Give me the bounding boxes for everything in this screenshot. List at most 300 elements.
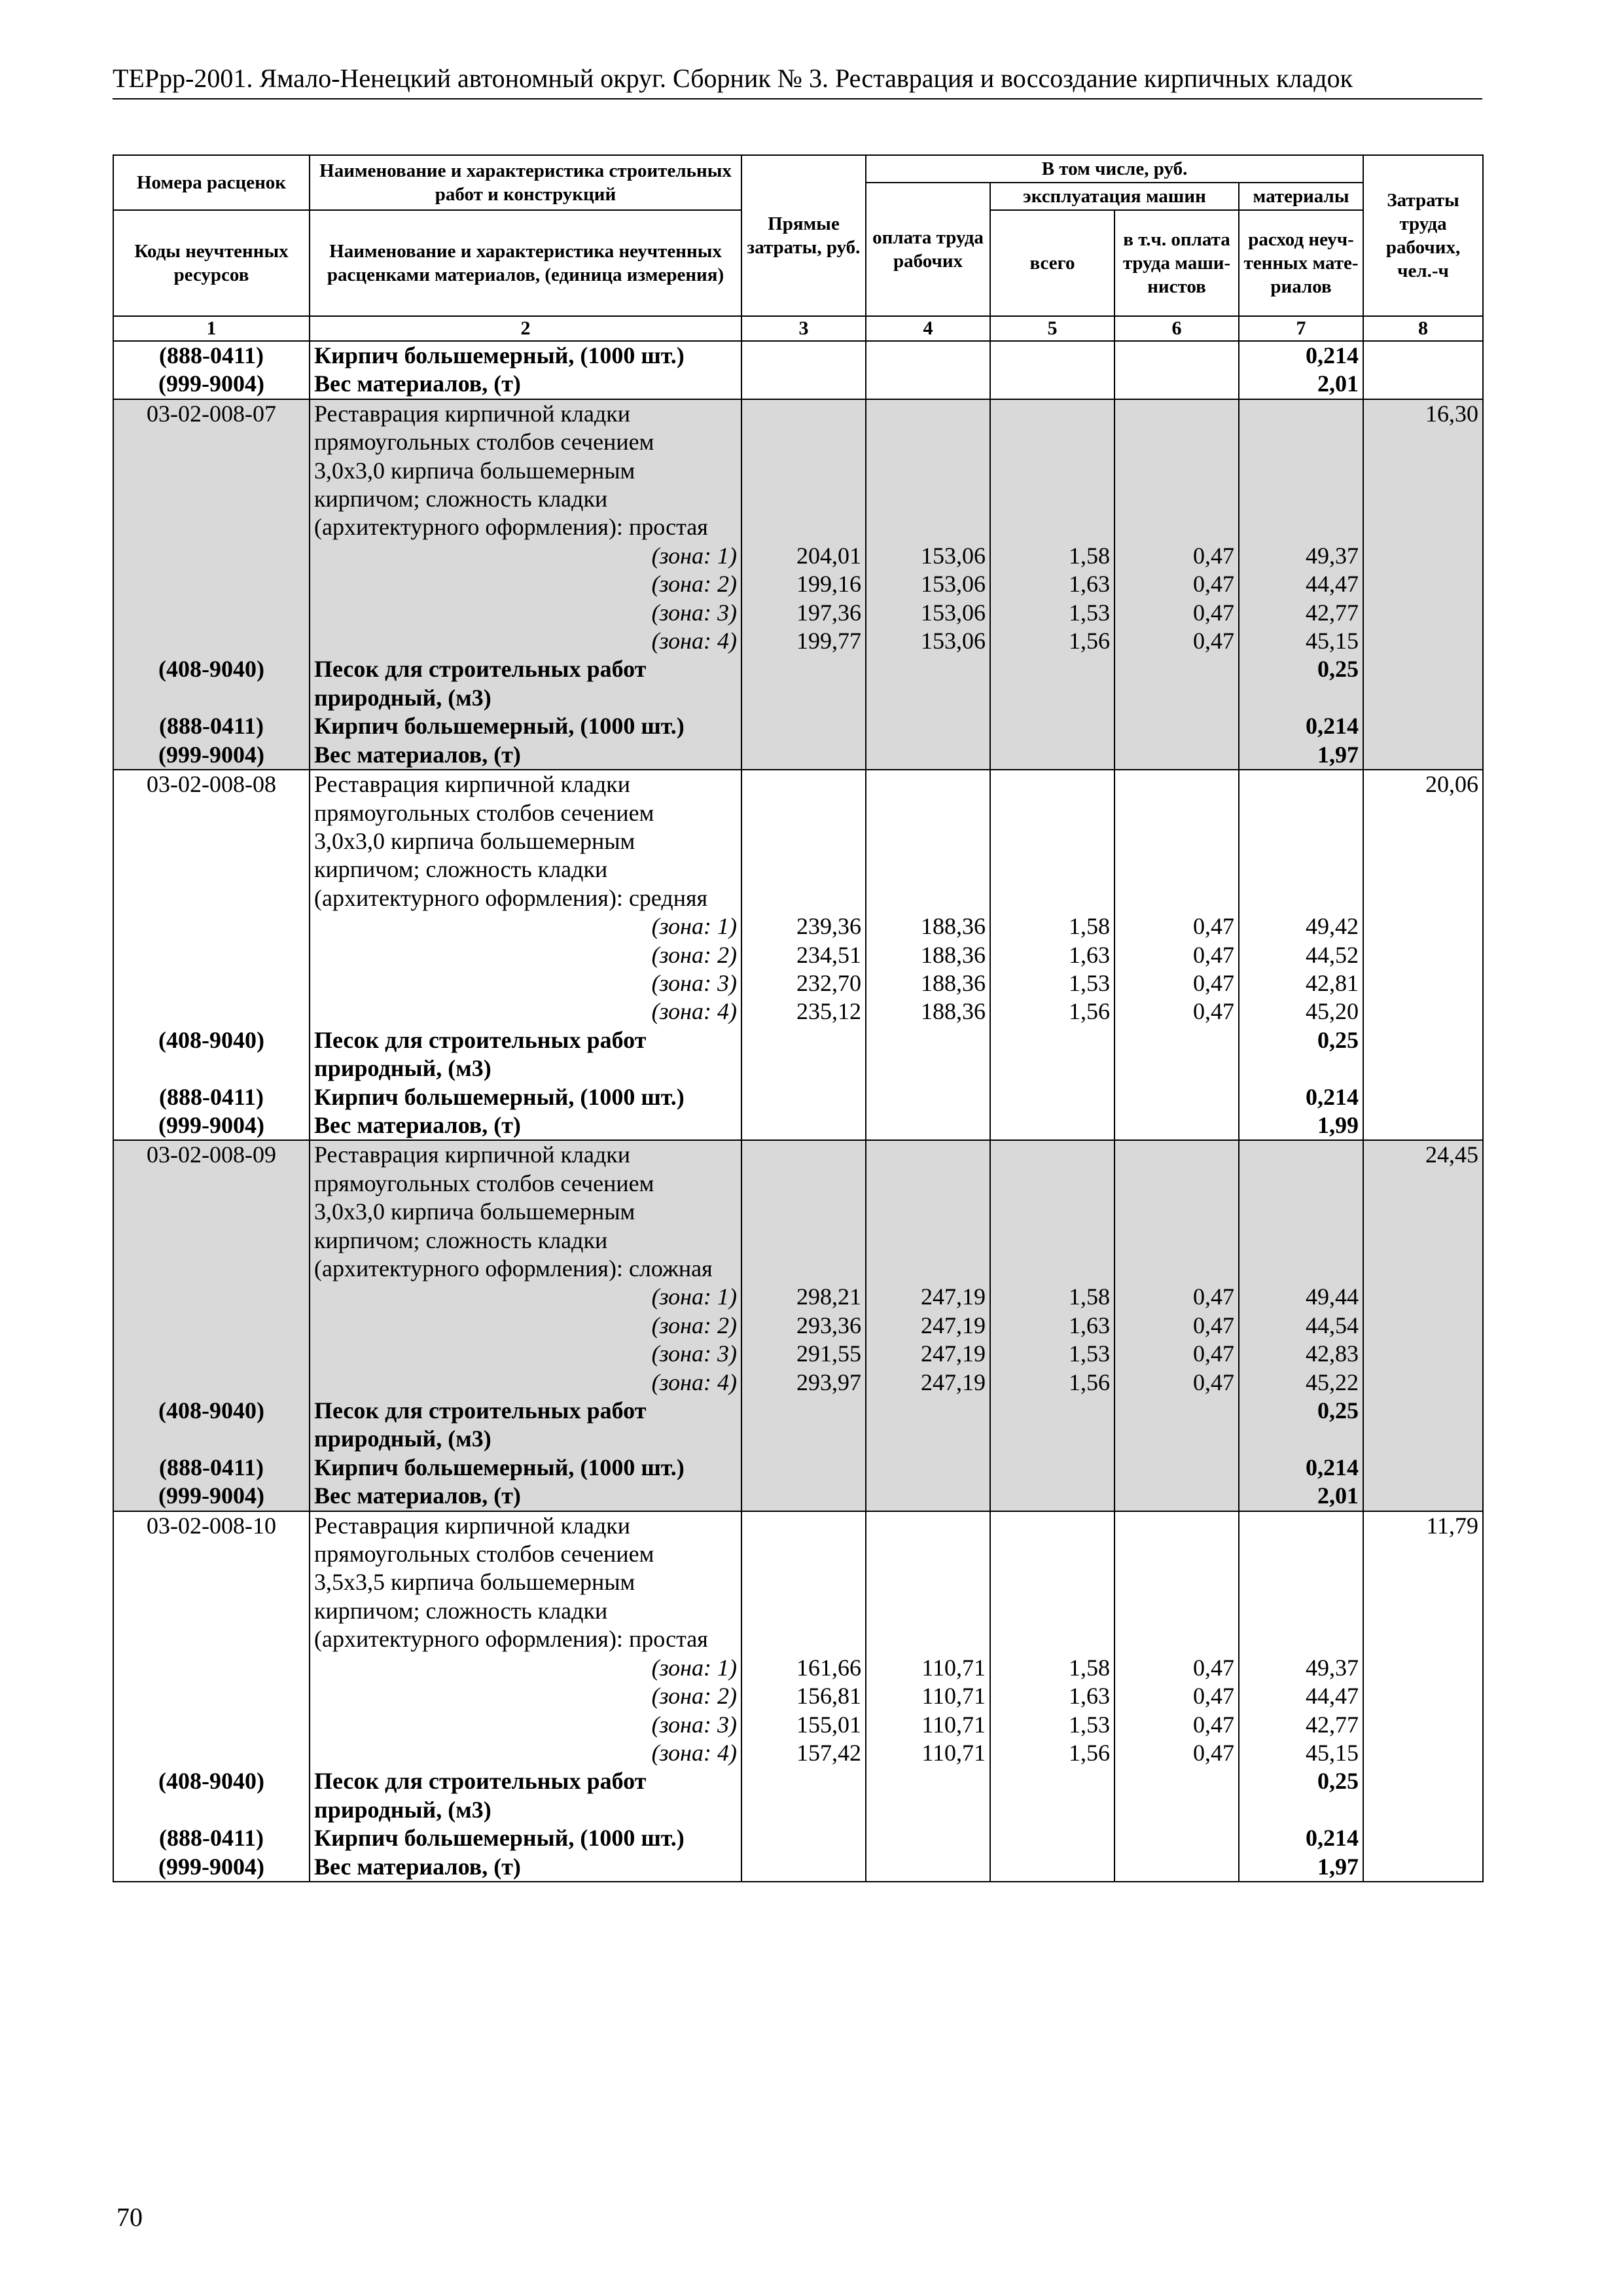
direct-costs-cell (741, 1625, 866, 1653)
direct-costs-cell (741, 1397, 866, 1425)
rate-code-cell: (999-9004) (113, 1482, 310, 1511)
table-row (113, 712, 1483, 740)
labor-cell (1363, 1454, 1483, 1482)
direct-costs-cell (741, 655, 866, 683)
labor-cell (1363, 1654, 1483, 1682)
name-cell: 3,0х3,0 кирпича большемерным (310, 1198, 741, 1226)
table-row (113, 1369, 1483, 1397)
worker-pay-cell: 153,06 (866, 599, 990, 627)
worker-pay-cell (866, 1198, 990, 1226)
name-cell: кирпичом; сложность кладки (310, 485, 741, 513)
table-row (113, 1170, 1483, 1198)
worker-pay-cell (866, 1170, 990, 1198)
labor-cell (1363, 1625, 1483, 1653)
rate-code-cell (113, 884, 310, 912)
materials-cell (1239, 1255, 1363, 1283)
column-number: 3 (741, 316, 866, 341)
rate-code-cell: (408-9040) (113, 655, 310, 683)
rate-code-cell (113, 599, 310, 627)
name-cell: (зона: 2) (310, 1682, 741, 1710)
machinist-pay-cell (1115, 428, 1239, 456)
materials-cell: 44,47 (1239, 1682, 1363, 1710)
rate-code-cell: (999-9004) (113, 1853, 310, 1882)
direct-costs-cell (741, 1198, 866, 1226)
materials-cell: 49,37 (1239, 542, 1363, 570)
table-row (113, 570, 1483, 598)
materials-cell (1239, 884, 1363, 912)
worker-pay-cell (866, 770, 990, 798)
column-number: 2 (310, 316, 741, 341)
name-cell: (архитектурного оформления): простая (310, 513, 741, 541)
machinist-pay-cell: 0,47 (1115, 1682, 1239, 1710)
materials-cell: 0,214 (1239, 341, 1363, 370)
machine-total-cell (990, 1083, 1115, 1111)
machine-total-cell: 1,58 (990, 1283, 1115, 1311)
name-cell: прямоугольных столбов сечением (310, 1540, 741, 1568)
table-row (113, 1739, 1483, 1767)
machinist-pay-cell (1115, 799, 1239, 827)
direct-costs-cell: 291,55 (741, 1340, 866, 1368)
table-row (113, 513, 1483, 541)
machine-total-cell: 1,56 (990, 1369, 1115, 1397)
direct-costs-cell (741, 1454, 866, 1482)
direct-costs-cell (741, 1482, 866, 1511)
machine-total-cell (990, 399, 1115, 428)
materials-cell (1239, 1625, 1363, 1653)
labor-cell (1363, 997, 1483, 1026)
rate-code-cell: 03-02-008-09 (113, 1140, 310, 1169)
rate-code-cell (113, 969, 310, 997)
labor-cell (1363, 1283, 1483, 1311)
column-number: 7 (1239, 316, 1363, 341)
worker-pay-cell: 188,36 (866, 912, 990, 941)
rate-code-cell (113, 799, 310, 827)
column-number: 5 (990, 316, 1115, 341)
rate-code-cell (113, 1312, 310, 1340)
direct-costs-cell: 235,12 (741, 997, 866, 1026)
table-row (113, 1283, 1483, 1311)
machinist-pay-cell (1115, 1255, 1239, 1283)
name-cell: (зона: 2) (310, 570, 741, 598)
name-cell: 3,0х3,0 кирпича большемерным (310, 827, 741, 855)
machine-total-cell: 1,56 (990, 627, 1115, 655)
labor-cell (1363, 370, 1483, 399)
header-including: В том числе, руб. (866, 155, 1363, 183)
worker-pay-cell (866, 1255, 990, 1283)
direct-costs-cell (741, 1170, 866, 1198)
machinist-pay-cell (1115, 1198, 1239, 1226)
name-cell: Реставрация кирпичной кладки (310, 1140, 741, 1169)
rate-code-cell: 03-02-008-10 (113, 1511, 310, 1540)
direct-costs-cell (741, 1140, 866, 1169)
labor-cell (1363, 1682, 1483, 1710)
table-row (113, 997, 1483, 1026)
machinist-pay-cell (1115, 1482, 1239, 1511)
worker-pay-cell: 110,71 (866, 1739, 990, 1767)
direct-costs-cell (741, 1511, 866, 1540)
materials-cell: 2,01 (1239, 1482, 1363, 1511)
table-row (113, 1255, 1483, 1283)
worker-pay-cell: 247,19 (866, 1312, 990, 1340)
materials-cell (1239, 1568, 1363, 1596)
labor-cell (1363, 1255, 1483, 1283)
materials-cell (1239, 1796, 1363, 1824)
machinist-pay-cell (1115, 1796, 1239, 1824)
labor-cell (1363, 1054, 1483, 1083)
machinist-pay-cell (1115, 1111, 1239, 1140)
materials-cell: 1,97 (1239, 1853, 1363, 1882)
materials-cell: 45,20 (1239, 997, 1363, 1026)
machinist-pay-cell: 0,47 (1115, 912, 1239, 941)
direct-costs-cell: 157,42 (741, 1739, 866, 1767)
direct-costs-cell: 197,36 (741, 599, 866, 627)
labor-cell (1363, 457, 1483, 485)
labor-cell (1363, 599, 1483, 627)
worker-pay-cell: 153,06 (866, 542, 990, 570)
worker-pay-cell: 247,19 (866, 1369, 990, 1397)
materials-cell: 1,99 (1239, 1111, 1363, 1140)
worker-pay-cell (866, 370, 990, 399)
labor-cell (1363, 1568, 1483, 1596)
materials-cell: 49,42 (1239, 912, 1363, 941)
machine-total-cell (990, 1454, 1115, 1482)
machinist-pay-cell (1115, 1397, 1239, 1425)
direct-costs-cell (741, 1540, 866, 1568)
worker-pay-cell (866, 884, 990, 912)
materials-cell: 0,25 (1239, 1767, 1363, 1795)
name-cell: прямоугольных столбов сечением (310, 428, 741, 456)
direct-costs-cell (741, 1425, 866, 1453)
name-cell: (зона: 3) (310, 1340, 741, 1368)
machinist-pay-cell (1115, 457, 1239, 485)
machinist-pay-cell (1115, 1227, 1239, 1255)
labor-cell (1363, 1767, 1483, 1795)
materials-cell (1239, 1597, 1363, 1625)
rate-code-cell (113, 627, 310, 655)
direct-costs-cell (741, 884, 866, 912)
worker-pay-cell (866, 1425, 990, 1453)
machine-total-cell (990, 1597, 1115, 1625)
header-material-names: Наименование и характеристика неучтенных расценками материалов, (единица измерения) (310, 210, 741, 316)
direct-costs-cell: 199,77 (741, 627, 866, 655)
machinist-pay-cell (1115, 827, 1239, 855)
header-direct-costs: Прямые затраты, руб. (741, 155, 866, 316)
rate-code-cell (113, 485, 310, 513)
worker-pay-cell: 153,06 (866, 570, 990, 598)
name-cell: Кирпич большемерный, (1000 шт.) (310, 1454, 741, 1482)
machinist-pay-cell (1115, 341, 1239, 370)
header-machine-operation: эксплуатация машин (990, 183, 1239, 210)
table-row (113, 627, 1483, 655)
table-row (113, 1796, 1483, 1824)
table-row (113, 1083, 1483, 1111)
table-row (113, 1824, 1483, 1852)
worker-pay-cell (866, 1824, 990, 1852)
direct-costs-cell: 204,01 (741, 542, 866, 570)
name-cell: (архитектурного оформления): средняя (310, 884, 741, 912)
name-cell: (зона: 2) (310, 941, 741, 969)
table-row (113, 827, 1483, 855)
direct-costs-cell (741, 428, 866, 456)
machine-total-cell: 1,53 (990, 1711, 1115, 1739)
machine-total-cell (990, 457, 1115, 485)
worker-pay-cell (866, 399, 990, 428)
name-cell: (зона: 1) (310, 1654, 741, 1682)
machine-total-cell (990, 1026, 1115, 1054)
worker-pay-cell (866, 1767, 990, 1795)
materials-cell: 44,47 (1239, 570, 1363, 598)
machine-total-cell (990, 1054, 1115, 1083)
table-row (113, 1625, 1483, 1653)
worker-pay-cell (866, 855, 990, 884)
materials-cell: 1,97 (1239, 741, 1363, 770)
worker-pay-cell: 110,71 (866, 1711, 990, 1739)
machine-total-cell (990, 884, 1115, 912)
machine-total-cell: 1,53 (990, 969, 1115, 997)
materials-cell (1239, 1054, 1363, 1083)
machine-total-cell: 1,53 (990, 599, 1115, 627)
labor-cell (1363, 1227, 1483, 1255)
machinist-pay-cell: 0,47 (1115, 1654, 1239, 1682)
rate-code-cell: (888-0411) (113, 341, 310, 370)
machinist-pay-cell (1115, 1140, 1239, 1169)
labor-cell (1363, 799, 1483, 827)
materials-cell: 0,214 (1239, 1083, 1363, 1111)
labor-cell (1363, 1540, 1483, 1568)
name-cell: Песок для строительных работ (310, 1397, 741, 1425)
materials-cell: 49,44 (1239, 1283, 1363, 1311)
materials-cell: 42,77 (1239, 599, 1363, 627)
machinist-pay-cell (1115, 1597, 1239, 1625)
labor-cell (1363, 341, 1483, 370)
direct-costs-cell (741, 684, 866, 712)
worker-pay-cell (866, 1054, 990, 1083)
column-number: 1 (113, 316, 310, 341)
labor-cell (1363, 855, 1483, 884)
labor-cell (1363, 570, 1483, 598)
name-cell: природный, (м3) (310, 684, 741, 712)
table-row (113, 1227, 1483, 1255)
materials-cell: 45,22 (1239, 1369, 1363, 1397)
machinist-pay-cell (1115, 1054, 1239, 1083)
table-row (113, 1140, 1483, 1169)
direct-costs-cell: 161,66 (741, 1654, 866, 1682)
worker-pay-cell: 247,19 (866, 1340, 990, 1368)
labor-cell (1363, 969, 1483, 997)
direct-costs-cell (741, 485, 866, 513)
rates-table (113, 154, 1484, 1882)
machinist-pay-cell (1115, 684, 1239, 712)
table-row (113, 770, 1483, 798)
worker-pay-cell (866, 1397, 990, 1425)
machinist-pay-cell (1115, 485, 1239, 513)
machine-total-cell (990, 1111, 1115, 1140)
direct-costs-cell: 232,70 (741, 969, 866, 997)
rate-code-cell (113, 1425, 310, 1453)
name-cell: 3,5х3,5 кирпича большемерным (310, 1568, 741, 1596)
table-row (113, 485, 1483, 513)
materials-cell (1239, 1540, 1363, 1568)
table-row (113, 1767, 1483, 1795)
materials-cell: 0,25 (1239, 655, 1363, 683)
name-cell: Вес материалов, (т) (310, 1111, 741, 1140)
direct-costs-cell (741, 1227, 866, 1255)
materials-cell: 44,54 (1239, 1312, 1363, 1340)
machinist-pay-cell: 0,47 (1115, 542, 1239, 570)
labor-cell (1363, 1198, 1483, 1226)
machinist-pay-cell (1115, 399, 1239, 428)
table-row (113, 341, 1483, 370)
materials-cell (1239, 1170, 1363, 1198)
machine-total-cell (990, 1425, 1115, 1453)
table-row (113, 370, 1483, 399)
materials-cell (1239, 513, 1363, 541)
name-cell: Кирпич большемерный, (1000 шт.) (310, 1083, 741, 1111)
table-body (113, 341, 1483, 1882)
rate-code-cell: (999-9004) (113, 1111, 310, 1140)
direct-costs-cell (741, 1054, 866, 1083)
labor-cell: 24,45 (1363, 1140, 1483, 1169)
labor-cell (1363, 1739, 1483, 1767)
column-number: 8 (1363, 316, 1483, 341)
materials-cell: 0,214 (1239, 712, 1363, 740)
machine-total-cell (990, 799, 1115, 827)
name-cell: Вес материалов, (т) (310, 741, 741, 770)
materials-cell (1239, 1227, 1363, 1255)
machinist-pay-cell: 0,47 (1115, 1739, 1239, 1767)
labor-cell (1363, 941, 1483, 969)
machine-total-cell (990, 1511, 1115, 1540)
machine-total-cell: 1,63 (990, 1682, 1115, 1710)
labor-cell (1363, 741, 1483, 770)
column-number: 4 (866, 316, 990, 341)
worker-pay-cell (866, 1083, 990, 1111)
materials-cell (1239, 1198, 1363, 1226)
rate-code-cell (113, 1625, 310, 1653)
direct-costs-cell (741, 341, 866, 370)
worker-pay-cell (866, 1482, 990, 1511)
labor-cell (1363, 428, 1483, 456)
name-cell: Песок для строительных работ (310, 1767, 741, 1795)
name-cell: (зона: 1) (310, 912, 741, 941)
machine-total-cell (990, 827, 1115, 855)
labor-cell (1363, 1312, 1483, 1340)
table-row (113, 457, 1483, 485)
table-row (113, 1597, 1483, 1625)
worker-pay-cell: 188,36 (866, 969, 990, 997)
direct-costs-cell (741, 370, 866, 399)
labor-cell (1363, 627, 1483, 655)
rate-code-cell: (408-9040) (113, 1767, 310, 1795)
rate-code-cell (113, 1369, 310, 1397)
labor-cell (1363, 1796, 1483, 1824)
name-cell: прямоугольных столбов сечением (310, 799, 741, 827)
direct-costs-cell (741, 457, 866, 485)
machine-total-cell (990, 684, 1115, 712)
labor-cell (1363, 1083, 1483, 1111)
machinist-pay-cell (1115, 741, 1239, 770)
name-cell: кирпичом; сложность кладки (310, 1227, 741, 1255)
table-row (113, 884, 1483, 912)
worker-pay-cell (866, 1140, 990, 1169)
materials-cell (1239, 428, 1363, 456)
table-row (113, 741, 1483, 770)
name-cell: (зона: 4) (310, 997, 741, 1026)
machine-total-cell (990, 1767, 1115, 1795)
header-worker-pay: оплата труда рабочих (866, 183, 990, 316)
direct-costs-cell (741, 1853, 866, 1882)
direct-costs-cell (741, 1824, 866, 1852)
table-row (113, 1853, 1483, 1882)
worker-pay-cell (866, 799, 990, 827)
direct-costs-cell (741, 712, 866, 740)
materials-cell (1239, 1425, 1363, 1453)
materials-cell (1239, 457, 1363, 485)
machinist-pay-cell (1115, 1454, 1239, 1482)
rate-code-cell: 03-02-008-07 (113, 399, 310, 428)
materials-cell (1239, 855, 1363, 884)
machinist-pay-cell: 0,47 (1115, 997, 1239, 1026)
direct-costs-cell: 239,36 (741, 912, 866, 941)
name-cell: 3,0х3,0 кирпича большемерным (310, 457, 741, 485)
materials-cell (1239, 799, 1363, 827)
machine-total-cell: 1,53 (990, 1340, 1115, 1368)
materials-cell (1239, 399, 1363, 428)
worker-pay-cell (866, 712, 990, 740)
name-cell: (зона: 4) (310, 627, 741, 655)
page-title: ТЕРрр-2001. Ямало-Ненецкий автономный округ. Сборник № 3. Реставрация и воссоздание кирпичных кладок (113, 60, 1482, 99)
name-cell: (зона: 2) (310, 1312, 741, 1340)
table-row (113, 912, 1483, 941)
machinist-pay-cell (1115, 855, 1239, 884)
table-row (113, 799, 1483, 827)
machine-total-cell (990, 855, 1115, 884)
rate-code-cell: (999-9004) (113, 741, 310, 770)
labor-cell (1363, 542, 1483, 570)
worker-pay-cell (866, 1597, 990, 1625)
name-cell: прямоугольных столбов сечением (310, 1170, 741, 1198)
machine-total-cell: 1,56 (990, 1739, 1115, 1767)
direct-costs-cell: 234,51 (741, 941, 866, 969)
labor-cell (1363, 1853, 1483, 1882)
labor-cell (1363, 1111, 1483, 1140)
labor-cell (1363, 1711, 1483, 1739)
page-number: 70 (116, 2202, 143, 2232)
materials-cell (1239, 827, 1363, 855)
labor-cell (1363, 1397, 1483, 1425)
rate-code-cell (113, 1054, 310, 1083)
materials-cell (1239, 485, 1363, 513)
name-cell: Песок для строительных работ (310, 1026, 741, 1054)
rate-code-cell (113, 855, 310, 884)
rate-code-cell: (888-0411) (113, 1454, 310, 1482)
rate-code-cell (113, 1283, 310, 1311)
table-row (113, 969, 1483, 997)
machinist-pay-cell (1115, 513, 1239, 541)
machinist-pay-cell (1115, 1625, 1239, 1653)
table-row (113, 1312, 1483, 1340)
rate-code-cell: (999-9004) (113, 370, 310, 399)
name-cell: природный, (м3) (310, 1054, 741, 1083)
direct-costs-cell: 293,97 (741, 1369, 866, 1397)
materials-cell: 2,01 (1239, 370, 1363, 399)
header-labor-costs: Затраты труда рабочих, чел.-ч (1363, 155, 1483, 316)
name-cell: Реставрация кирпичной кладки (310, 1511, 741, 1540)
labor-cell (1363, 1425, 1483, 1453)
machine-total-cell: 1,58 (990, 912, 1115, 941)
name-cell: Кирпич большемерный, (1000 шт.) (310, 712, 741, 740)
direct-costs-cell: 298,21 (741, 1283, 866, 1311)
